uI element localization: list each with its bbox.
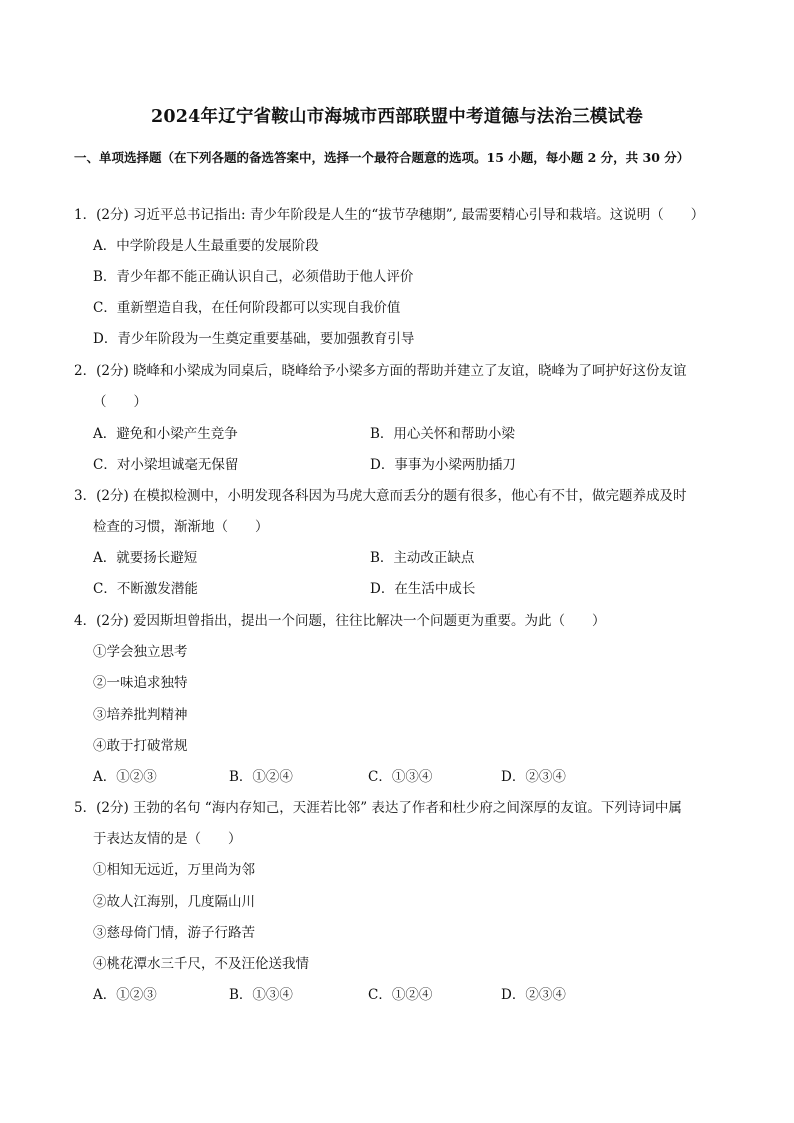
- question-5-stem-continued: 于表达友情的是（ ）: [93, 831, 242, 847]
- question-3-option-a: A．就要扬长避短: [93, 550, 198, 566]
- question-5-option-a: A．①②③: [93, 987, 157, 1003]
- question-4-item-2: ②一味追求独特: [93, 675, 188, 691]
- question-5-option-d: D．②③④: [501, 987, 566, 1003]
- question-2-option-c: C．对小梁坦诚毫无保留: [93, 457, 239, 473]
- question-2-option-d: D．事事为小梁两肋插刀: [370, 457, 516, 473]
- question-3-option-d: D．在生活中成长: [370, 581, 476, 597]
- question-5-option-c: C．①②④: [368, 987, 433, 1003]
- question-2-stem-continued: （ ）: [93, 394, 147, 410]
- question-2-stem: 2．(2分) 晓峰和小梁成为同桌后，晓峰给予小梁多方面的帮助并建立了友谊，晓峰为了呵护好这份友谊: [74, 363, 687, 379]
- question-4-option-d: D．②③④: [501, 769, 566, 785]
- question-4-item-4: ④敢于打破常规: [93, 738, 188, 754]
- question-4-item-3: ③培养批判精神: [93, 707, 188, 723]
- question-3-option-c: C．不断激发潜能: [93, 581, 198, 597]
- question-4-option-a: A．①②③: [93, 769, 157, 785]
- question-5-item-2: ②故人江海别，几度隔山川: [93, 894, 255, 910]
- question-1-option-b: B．青少年都不能正确认识自己，必须借助于他人评价: [93, 269, 414, 285]
- question-5-item-4: ④桃花潭水三千尺，不及汪伦送我情: [93, 956, 309, 972]
- question-3-option-b: B．主动改正缺点: [370, 550, 475, 566]
- question-1-option-d: D．青少年阶段为一生奠定重要基础，要加强教育引导: [93, 331, 415, 347]
- question-1-option-a: A．中学阶段是人生最重要的发展阶段: [93, 238, 319, 254]
- exam-title: 2024年辽宁省鞍山市海城市西部联盟中考道德与法治三模试卷: [150, 107, 643, 127]
- question-2-option-a: A．避免和小梁产生竞争: [93, 426, 238, 442]
- question-3-stem: 3．(2分) 在模拟检测中，小明发现各科因为马虎大意而丢分的题有很多，他心有不甘，做完题养成及时: [74, 488, 687, 504]
- question-5-option-b: B．①③④: [229, 987, 293, 1003]
- question-1-stem: 1．(2分) 习近平总书记指出: 青少年阶段是人生的“拔节孕穗期”, 最需要精心引导和栽培。这说明（ ）: [74, 207, 705, 223]
- question-4-item-1: ①学会独立思考: [93, 644, 188, 660]
- question-5-item-3: ③慈母倚门情，游子行路苦: [93, 925, 255, 941]
- section-heading: 一、单项选择题（在下列各题的备选答案中，选择一个最符合题意的选项。15 小题，每小题 2 分，共 30 分）: [74, 150, 690, 165]
- question-5-stem: 5．(2分) 王勃的名句 “海内存知己，天涯若比邻” 表达了作者和杜少府之间深厚的友谊。下列诗词中属: [74, 800, 682, 816]
- question-2-option-b: B．用心关怀和帮助小梁: [370, 426, 515, 442]
- question-3-stem-continued: 检查的习惯，渐渐地（ ）: [93, 519, 269, 535]
- question-4-option-b: B．①②④: [229, 769, 293, 785]
- question-4-stem: 4．(2分) 爱因斯坦曾指出，提出一个问题，往往比解决一个问题更为重要。为此（ ）: [74, 613, 606, 629]
- question-4-option-c: C．①③④: [368, 769, 433, 785]
- question-1-option-c: C．重新塑造自我，在任何阶段都可以实现自我价值: [93, 300, 401, 316]
- question-5-item-1: ①相知无远近，万里尚为邻: [93, 862, 255, 878]
